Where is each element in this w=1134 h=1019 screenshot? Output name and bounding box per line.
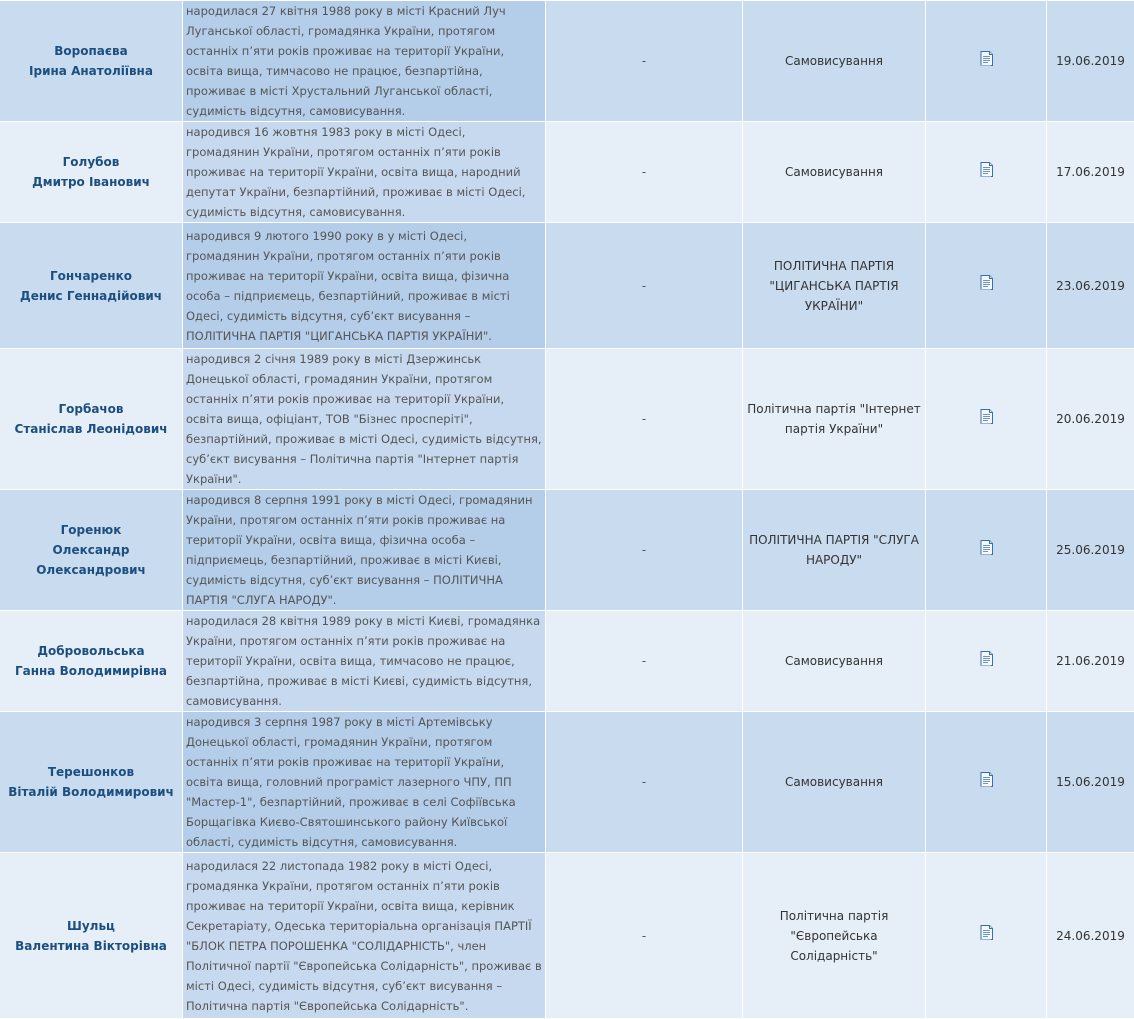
candidate-surname: Шульц xyxy=(67,918,115,933)
nominating-party: Самовисування xyxy=(743,611,925,711)
candidate-given-names: Віталій Володимирович xyxy=(8,785,174,799)
candidate-description: народився 16 жовтня 1983 року в місті Одесі, громадянин України, протягом останніх п’яти років проживає на території України, освіта вища, народний депутат України, безпартійний, проживає в місті Одесі, судимість відсутня, самовисування. xyxy=(183,122,545,222)
empty-value-cell: - xyxy=(546,1,742,121)
registration-date: 25.06.2019 xyxy=(1047,490,1134,610)
table-row xyxy=(0,122,1134,222)
candidate-description: народилася 22 листопада 1982 року в місті Одесі, громадянка України, протягом останніх п’яти років проживає на території України, освіта вища, керівник Секретаріату, Одеська територіальна організація ПАРТІЇ "БЛОК ПЕТРА ПОРОШЕНКА "СОЛІДАРНІСТЬ", член Політичної партії "Європейська Солідарність", проживає в місті Одесі, судимість відсутня, суб’єкт висування – Політична партія "Європейська Солідарність". xyxy=(183,853,545,1018)
nominating-party: ПОЛІТИЧНА ПАРТІЯ "СЛУГА НАРОДУ" xyxy=(743,490,925,610)
empty-value-cell: - xyxy=(546,853,742,1018)
table-row xyxy=(0,490,1134,610)
candidate-name-cell xyxy=(0,853,182,1018)
document-cell xyxy=(926,712,1046,852)
table-row xyxy=(0,349,1134,489)
registration-date: 23.06.2019 xyxy=(1047,223,1134,348)
empty-value-cell: - xyxy=(546,712,742,852)
candidate-surname: Горбачов xyxy=(58,402,124,416)
table-row xyxy=(0,853,1134,1018)
candidate-description: народилася 28 квітня 1989 року в місті Києві, громадянка України, протягом останніх п’яти років проживає на території України, освіта вища, тимчасово не працює, безпартійна, проживає в місті Києві, судимість відсутня, самовисування. xyxy=(183,611,545,711)
document-icon[interactable] xyxy=(978,650,995,673)
candidate-description: народився 3 серпня 1987 року в місті Артемівську Донецької області, громадянин України, протягом останніх п’яти років проживає на території України, освіта вища, головний програміст лазерного ЧПУ, ПП "Мастер-1", безпартійний, проживає в селі Софіївська Борщагівка Києво-Святошинського району Київської області, судимість відсутня, самовисування. xyxy=(183,712,545,852)
table-row xyxy=(0,611,1134,711)
registration-date: 24.06.2019 xyxy=(1047,853,1134,1018)
document-cell xyxy=(926,349,1046,489)
document-cell xyxy=(926,490,1046,610)
document-icon[interactable] xyxy=(978,408,995,431)
document-cell xyxy=(926,223,1046,348)
registration-date: 19.06.2019 xyxy=(1047,1,1134,121)
document-icon[interactable] xyxy=(978,161,995,184)
document-icon[interactable] xyxy=(978,539,995,562)
candidate-name-cell xyxy=(0,1,182,121)
document-cell xyxy=(926,853,1046,1018)
candidate-given-names: Ірина Анатоліївна xyxy=(29,64,153,78)
empty-value-cell: - xyxy=(546,349,742,489)
candidate-given-names: Денис Геннадійович xyxy=(20,288,162,303)
candidate-name-cell xyxy=(0,712,182,852)
candidate-description: народився 2 січня 1989 року в місті Дзержинськ Донецької області, громадянин України, протягом останніх п’яти років проживає на території України, освіта вища, офіціант, ТОВ "Бізнес просперіті", безпартійний, проживає в місті Одесі, судимість відсутня, суб’єкт висування – Політична партія "Інтернет партія України". xyxy=(183,349,545,489)
candidate-surname: Гончаренко xyxy=(50,268,132,283)
empty-value-cell: - xyxy=(546,490,742,610)
candidates-table-body xyxy=(0,1,1134,1018)
document-icon[interactable] xyxy=(978,50,995,73)
nominating-party: Політична партія "Європейська Солідарність" xyxy=(743,853,925,1018)
candidate-surname: Горенюк xyxy=(60,523,122,537)
document-cell xyxy=(926,611,1046,711)
candidate-surname: Терешонков xyxy=(47,765,135,779)
registration-date: 20.06.2019 xyxy=(1047,349,1134,489)
candidate-name-cell xyxy=(0,223,182,348)
document-cell xyxy=(926,122,1046,222)
empty-value-cell: - xyxy=(546,223,742,348)
candidate-description: народився 8 серпня 1991 року в місті Одесі, громадянин України, протягом останніх п’яти років проживає на території України, освіта вища, фізична особа – підприємець, безпартійний, проживає в місті Києві, судимість відсутня, суб’єкт висування – ПОЛІТИЧНА ПАРТІЯ "СЛУГА НАРОДУ". xyxy=(183,490,545,610)
candidate-surname: Голубов xyxy=(62,155,120,169)
nominating-party: Самовисування xyxy=(743,1,925,121)
candidate-name-cell xyxy=(0,122,182,222)
nominating-party: Самовисування xyxy=(743,712,925,852)
table-row xyxy=(0,223,1134,348)
candidate-description: народилася 27 квітня 1988 року в місті Красний Луч Луганської області, громадянка України, протягом останніх п’яти років проживає на території України, освіта вища, тимчасово не працює, безпартійна, проживає в місті Хрустальний Луганської області, судимість відсутня, самовисування. xyxy=(183,1,545,121)
table-row xyxy=(0,1,1134,121)
registration-date: 17.06.2019 xyxy=(1047,122,1134,222)
candidate-name-cell xyxy=(0,490,182,610)
nominating-party: Самовисування xyxy=(743,122,925,222)
candidate-given-names: Станіслав Леонідович xyxy=(14,422,168,436)
empty-value-cell: - xyxy=(546,611,742,711)
candidate-given-names: Валентина Вікторівна xyxy=(15,938,167,953)
table-row xyxy=(0,712,1134,852)
empty-value-cell: - xyxy=(546,122,742,222)
document-icon[interactable] xyxy=(978,274,995,297)
nominating-party: ПОЛІТИЧНА ПАРТІЯ "ЦИГАНСЬКА ПАРТІЯ УКРАЇНИ" xyxy=(743,223,925,348)
candidate-name-cell xyxy=(0,611,182,711)
candidate-surname: Добровольська xyxy=(37,644,145,658)
registration-date: 15.06.2019 xyxy=(1047,712,1134,852)
candidate-given-names: Дмитро Іванович xyxy=(32,175,150,189)
candidate-given-names: Ганна Володимирівна xyxy=(14,664,168,678)
candidate-name-cell xyxy=(0,349,182,489)
document-icon[interactable] xyxy=(978,771,995,794)
candidate-surname: Воропаєва xyxy=(54,44,128,58)
document-icon[interactable] xyxy=(978,924,995,947)
candidate-description: народився 9 лютого 1990 року в у місті Одесі, громадянин України, протягом останніх п’яти років проживає на території України, освіта вища, фізична особа – підприємець, безпартійний, проживає в місті Одесі, судимість відсутня, суб’єкт висування – ПОЛІТИЧНА ПАРТІЯ "ЦИГАНСЬКА ПАРТІЯ УКРАЇНИ". xyxy=(183,223,545,348)
candidate-given-names: Олександр Олександрович xyxy=(36,543,146,577)
nominating-party: Політична партія "Інтернет партія України" xyxy=(743,349,925,489)
document-cell xyxy=(926,1,1046,121)
registration-date: 21.06.2019 xyxy=(1047,611,1134,711)
